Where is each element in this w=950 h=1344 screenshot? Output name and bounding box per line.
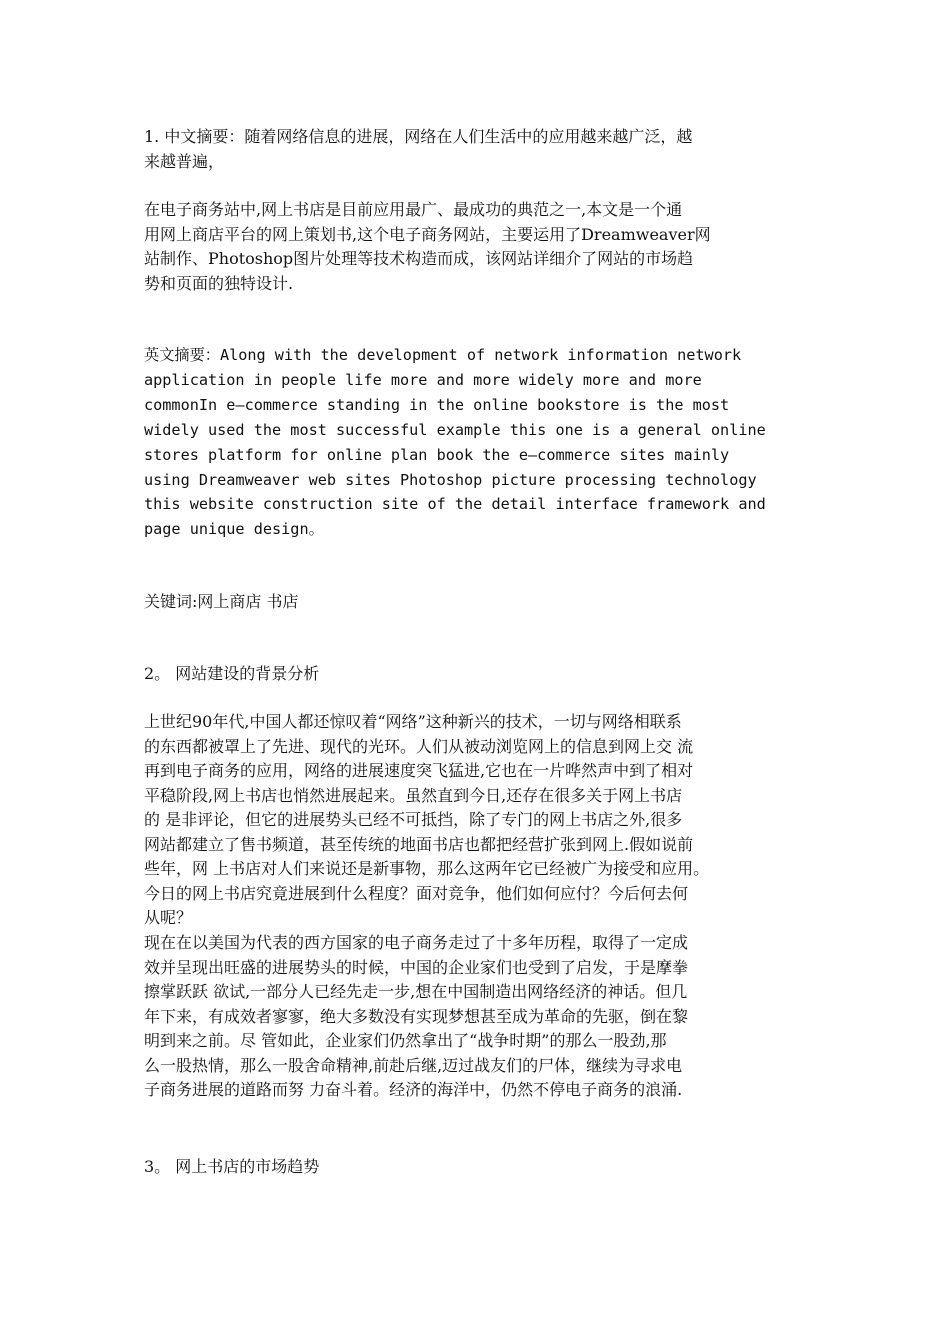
text-line: page unique design。 — [144, 520, 324, 539]
section1-cn-abstract-intro — [144, 125, 824, 174]
text-line: 再到电子商务的应用，网络的进展速度突飞猛进,它也在一片哗然声中到了相对 — [144, 761, 694, 780]
text-line: 从呢？ — [144, 908, 193, 927]
section3-heading: 3。 网上书店的市场趋势 — [144, 1157, 320, 1176]
text-line: commonIn e—commerce standing in the online bookstore is the most — [144, 395, 730, 414]
text-line: 擦掌跃跃 欲试,一部分人已经先走一步,想在中国制造出网络经济的神话。但几 — [144, 982, 688, 1001]
keywords: 关键词:网上商店 书店 — [144, 592, 299, 611]
text-line: 势和页面的独特设计. — [144, 273, 294, 293]
text-line: 今日的网上书店究竟进展到什么程度？面对竞争，他们如何应付？今后何去何 — [144, 883, 689, 903]
text-line: 在电子商务站中,网上书店是目前应用最广、最成功的典范之一,本文是一个通 — [144, 200, 683, 219]
text-line: 用网上商店平台的网上策划书,这个电子商务网站，主要运用了Dreamweaver网 — [144, 224, 711, 244]
text-line: 来越普遍， — [144, 151, 225, 171]
text-line: 站制作、Photoshop图片处理等技术构造而成，该网站详细介了网站的市场趋 — [144, 249, 694, 268]
text-line: 些年，网 上书店对人们来说还是新事物，那么这两年它已经被广为接受和应用。 — [144, 859, 710, 878]
text-line: 现在在以美国为代表的西方国家的电子商务走过了十多年历程，取得了一定成 — [144, 933, 689, 952]
text-line: this website construction site of the detail interface framework and — [144, 495, 766, 514]
text-line: 子商务进展的道路而努 力奋斗着。经济的海洋中，仍然不停电子商务的浪涌. — [144, 1080, 683, 1099]
text-line: widely used the most successful example this one is a general online — [144, 420, 766, 439]
text-line: 的 是非评论，但它的进展势头已经不可抵挡，除了专门的网上书店之外,很多 — [144, 810, 683, 829]
text-line: 的东西都被罩上了先进、现代的光环。人们从被动浏览网上的信息到网上交 流 — [144, 736, 694, 756]
text-line: 网站都建立了售书频道，甚至传统的地面书店也都把经营扩张到网上.假如说前 — [144, 834, 694, 854]
section2-paragraph-1 — [144, 710, 824, 931]
section2-heading: 2。 网站建设的背景分析 — [144, 664, 320, 683]
text-line: stores platform for online plan book the e—commerce sites mainly — [144, 445, 730, 464]
cn-abstract-paragraph — [144, 198, 824, 296]
text-line: 1. 中文摘要：随着网络信息的进展，网络在人们生活中的应用越来越广泛，越 — [144, 127, 693, 146]
text-line: 年下来，有成效者寥寥，绝大多数没有实现梦想甚至成为革命的先驱，倒在黎 — [144, 1006, 689, 1026]
text-line: 么一股热情，那么一股舍命精神,前赴后继,迈过战友们的尸体，继续为寻求电 — [144, 1055, 683, 1075]
text-line: 效并呈现出旺盛的进展势头的时候，中国的企业家们也受到了启发，于是摩拳 — [144, 957, 689, 977]
text-line: using Dreamweaver web sites Photoshop picture processing technology — [144, 470, 757, 489]
text-line: application in people life more and more widely more and more — [144, 370, 702, 389]
text-line: 上世纪90年代,中国人都还惊叹着“网络”这种新兴的技术，一切与网络相联系 — [144, 712, 682, 731]
text-line: 平稳阶段,网上书店也悄然进展起来。虽然直到今日,还存在很多关于网上书店 — [144, 785, 683, 805]
en-abstract-paragraph — [144, 343, 824, 542]
text-line: 明到来之前。尽 管如此，企业家们仍然拿出了“战争时期”的那么一股劲,那 — [144, 1031, 667, 1050]
text-line: 英文摘要：Along with the development of network information network — [144, 346, 742, 364]
section2-paragraph-2 — [144, 931, 824, 1103]
